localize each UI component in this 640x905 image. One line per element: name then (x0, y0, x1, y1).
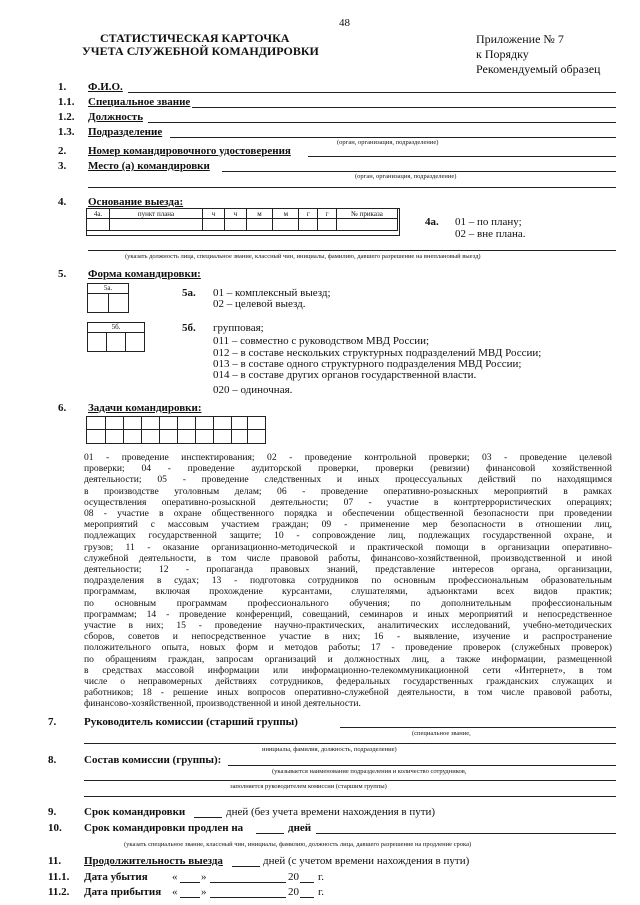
tasks-legend-line: деятельности; 05 - проведение следственных и иных процессуальных действий по находящимся (84, 474, 612, 486)
trip-place-field-2[interactable] (88, 187, 616, 188)
item-number-10: 10. (48, 822, 62, 834)
label-extension: Срок командировки продлен на (84, 822, 244, 834)
tasks-legend-line: в производстве уголовным делам; 06 - проведение оперативно-розыскных мероприятий в рамках (84, 485, 612, 497)
tasks-legend-line: по обращениям граждан, запросам организаций и должностных лиц, а также информации, размещенной (84, 653, 612, 665)
tasks-legend-line: программам; 14 - проведение конференций, совещаний, семинаров и иных мероприятий и непосредственное (84, 608, 612, 620)
trip-duration-text: дней (без учета времени нахождения в пути) (226, 806, 436, 818)
tasks-grid-col-9 (247, 417, 248, 443)
form-5b-option-012: 012 – в составе нескольких структурных подразделений МВД России; (213, 347, 542, 359)
label-commission-members: Состав комиссии (группы): (84, 754, 222, 766)
departure-quote-open: « (172, 871, 178, 883)
departure-quote-close: » (201, 871, 207, 883)
item-number-1: 1. (58, 81, 67, 93)
trip-length-text: дней (с учетом времени нахождения в пути) (263, 855, 470, 867)
fio-field[interactable] (128, 92, 616, 93)
item-number-4: 4. (58, 196, 67, 208)
tasks-grid-row-divider (87, 429, 265, 430)
appendix-block (476, 32, 600, 77)
basis-input-y2[interactable] (318, 219, 337, 231)
item-number-11-2: 11.2. (48, 886, 70, 898)
departure-month-field[interactable] (210, 882, 286, 883)
appendix-line-2: к Порядку (476, 47, 529, 61)
basis-option-1: 01 – по плану; (455, 216, 522, 228)
tasks-grid-col-6 (195, 417, 196, 443)
commission-members-field-2[interactable] (84, 780, 616, 781)
basis-input-code[interactable] (87, 219, 110, 231)
arrival-year-field[interactable] (300, 897, 314, 898)
page-number: 48 (339, 17, 350, 29)
commission-head-field[interactable] (340, 727, 616, 728)
trip-place-caption: (орган, организация, подразделение) (355, 173, 457, 180)
extension-permit-field[interactable] (316, 833, 616, 834)
tasks-grid-col-1 (105, 417, 106, 443)
tasks-grid-col-4 (159, 417, 160, 443)
tasks-legend-line: программам, включая прохождение курсантами, слушателями, адъюнктами всех видов практик; (84, 586, 612, 598)
tasks-legend-line: 08 - участие в охране общественного порядка и обеспечении общественной безопасности при проведении (84, 508, 612, 520)
item-number-1-3: 1.3. (58, 126, 75, 138)
tasks-grid[interactable] (86, 416, 266, 444)
form-5b-title: групповая; (213, 322, 264, 334)
arrival-year-suffix: г. (318, 886, 325, 898)
tasks-legend-line: 01 - проведение инспектирования; 02 - проведение контрольной проверки; 03 - проведение целевой (84, 452, 612, 463)
form-5b-option-020: 020 – одиночная. (213, 384, 293, 396)
title-line-2: УЧЕТА СЛУЖЕБНОЙ КОМАНДИРОВКИ (82, 44, 319, 58)
label-basis: Основание выезда: (88, 196, 184, 208)
tasks-legend-line: участие в них; 15 - проведение научно-практических, аналитических исследований, учебно-методических (84, 620, 612, 632)
position-field[interactable] (148, 122, 616, 123)
item-number-11: 11. (48, 855, 62, 867)
item-number-5: 5. (58, 268, 67, 280)
trip-duration-field[interactable] (194, 817, 222, 818)
tasks-grid-col-7 (213, 417, 214, 443)
tasks-legend-line: мероприятий с массовым участием граждан; 09 - применение мер безопасности в отношении лиц, (84, 519, 612, 531)
basis-input-h2[interactable] (224, 219, 246, 231)
basis-option-2: 02 – вне плана. (455, 228, 526, 240)
basis-cell-code: 4а. (87, 209, 110, 219)
tasks-grid-col-5 (177, 417, 178, 443)
label-trip-tasks: Задачи командировки: (88, 402, 202, 414)
tasks-grid-col-3 (141, 417, 142, 443)
trip-length-field[interactable] (232, 866, 260, 867)
form-5b-code: 5б. (182, 322, 196, 334)
appendix-line-1: Приложение № 7 (476, 32, 564, 46)
label-trip-length: Продолжительность выезда (84, 855, 223, 867)
commission-head-caption-1: (специальное звание, (412, 730, 471, 737)
tasks-legend-line: положительного опыта, новых форм и методов работы; 17 - проведение проверок (служебных проверок) (84, 642, 612, 654)
label-department: Подразделение (88, 126, 163, 138)
extension-days-field[interactable] (256, 833, 284, 834)
tasks-legend-line: работников; 18 - решение иных вопросов оперативно-служебной деятельности, в том числе правовой работы, (84, 687, 612, 699)
tasks-legend-line: подразделения в судах; 13 - подготовка сотрудников по основным профессиональным образовательным (84, 575, 612, 587)
basis-input-plan-item[interactable] (110, 219, 203, 231)
label-commission-head: Руководитель комиссии (старший группы) (84, 716, 298, 728)
tasks-legend-line: в средствах массовой информации или информационно-телекоммуникационной сети «Интернет», в том (84, 664, 612, 676)
form-5b-box-divider-2 (125, 333, 126, 351)
item-number-2: 2. (58, 145, 67, 157)
tasks-legend (84, 452, 612, 710)
form-5b-box[interactable] (87, 322, 145, 352)
basis-cell-order-number[interactable]: № приказа (337, 209, 398, 219)
arrival-quote-open: « (172, 886, 178, 898)
commission-head-field-2[interactable] (84, 743, 616, 744)
basis-permit-field[interactable] (88, 250, 616, 251)
item-number-3: 3. (58, 160, 67, 172)
form-5b-box-label: 5б. (88, 323, 144, 333)
basis-input-m1[interactable] (246, 219, 272, 231)
commission-members-field[interactable] (228, 765, 616, 766)
item-number-7: 7. (48, 716, 57, 728)
label-position: Должность (88, 111, 144, 123)
arrival-day-field[interactable] (180, 897, 200, 898)
label-departure-date: Дата убытия (84, 871, 148, 883)
label-certificate-number: Номер командировочного удостоверения (88, 145, 291, 157)
form-5a-box[interactable] (87, 283, 129, 313)
basis-caption: (указать должность лица, специальное звание, классный чин, инициалы, фамилию, давшего разрешение на внеплановый выезд) (125, 253, 481, 260)
departure-day-field[interactable] (180, 882, 200, 883)
label-trip-place: Место (а) командировки (88, 160, 210, 172)
rank-field[interactable] (192, 107, 616, 108)
tasks-legend-line: проверки; 04 - проведение аудиторской проверки, проверки (ревизии) финансовой хозяйственной (84, 463, 612, 475)
item-number-1-1: 1.1. (58, 96, 75, 108)
basis-grid (86, 208, 398, 231)
basis-input-y1[interactable] (299, 219, 318, 231)
form-5a-option-2: 02 – целевой выезд. (213, 298, 306, 310)
departure-year-suffix: г. (318, 871, 325, 883)
page-title (82, 32, 319, 58)
basis-cell-y1[interactable]: г (299, 209, 318, 219)
basis-code: 4а. (425, 216, 439, 228)
certificate-number-field[interactable] (308, 156, 616, 157)
commission-head-caption-2: инициалы, фамилия, должность, подразделение) (262, 746, 397, 753)
item-number-6: 6. (58, 402, 67, 414)
department-caption: (орган, организация, подразделение) (337, 139, 439, 146)
form-5b-option-013: 013 – в составе одного структурного подразделения МВД России; (213, 358, 522, 370)
basis-cell-plan-item[interactable]: пункт плана (110, 209, 203, 219)
trip-place-field[interactable] (222, 171, 616, 172)
extension-caption: (указать специальное звание, классный чин, инициалы, фамилию, должность лица, давшего разрешение на продление срока) (124, 841, 472, 848)
tasks-legend-line: грузов; 11 - оказание организационно-методической и практической помощи в организации оперативно- (84, 541, 612, 553)
form-5b-option-011: 011 – совместно с руководством МВД России; (213, 335, 430, 347)
label-arrival-date: Дата прибытия (84, 886, 162, 898)
department-field[interactable] (170, 137, 616, 138)
arrival-year-prefix: 20 (288, 886, 299, 898)
form-5b-box-divider-1 (106, 333, 107, 351)
tasks-legend-line: сборов, советов и непосредственное участие в них; 16 - выявление, изучение и распространение (84, 631, 612, 643)
tasks-legend-line: осуществления оперативно-розыскной деятельности; 07 - участие в контртеррористических операциях; (84, 496, 612, 508)
tasks-legend-line: служебной деятельности, в том числе правовой работы, финансово-хозяйственной, производственной и иной (84, 552, 612, 564)
form-5a-option-1: 01 – комплексный выезд; (213, 287, 331, 299)
commission-members-caption-1: (указывается наименование подразделения и количество сотрудников, (272, 768, 467, 775)
label-rank: Специальное звание (88, 96, 191, 108)
arrival-month-field[interactable] (210, 897, 286, 898)
label-trip-form: Форма командировки: (88, 268, 201, 280)
tasks-legend-line: подлежащих государственной защите; 10 - сопровождение лиц, подлежащих государственной охране, и (84, 530, 612, 542)
basis-input-order-number[interactable] (337, 219, 398, 231)
tasks-legend-line: числе о неправомерных действиях сотрудников, федеральных государственных гражданских служащих и (84, 676, 612, 688)
item-number-9: 9. (48, 806, 57, 818)
extension-days-text: дней (288, 822, 312, 834)
basis-cell-m1[interactable]: м (246, 209, 272, 219)
item-number-1-2: 1.2. (58, 111, 75, 123)
form-5b-option-014: 014 – в составе других органов государственной власти. (213, 369, 477, 381)
basis-cell-m2[interactable]: м (273, 209, 299, 219)
label-trip-duration: Срок командировки (84, 806, 186, 818)
item-number-8: 8. (48, 754, 57, 766)
tasks-legend-line: по основным программам профессионального обучения; по дополнительным профессиональным (84, 597, 612, 609)
title-line-1: СТАТИСТИЧЕСКАЯ КАРТОЧКА (100, 31, 290, 45)
tasks-grid-col-2 (123, 417, 124, 443)
item-number-11-1: 11.1. (48, 871, 70, 883)
form-5a-code: 5а. (182, 287, 196, 299)
tasks-grid-col-8 (231, 417, 232, 443)
basis-input-h1[interactable] (203, 219, 225, 231)
basis-cell-y2[interactable]: г (318, 209, 337, 219)
arrival-quote-close: » (201, 886, 207, 898)
basis-input-m2[interactable] (273, 219, 299, 231)
departure-year-field[interactable] (300, 882, 314, 883)
basis-cell-h1[interactable]: ч (203, 209, 225, 219)
commission-members-field-3[interactable] (84, 796, 616, 797)
form-5a-box-label: 5а. (88, 284, 128, 294)
appendix-line-3: Рекомендуемый образец (476, 62, 601, 76)
departure-year-prefix: 20 (288, 871, 299, 883)
tasks-legend-line: финансово-хозяйственной, производственной и иной деятельности. (84, 698, 361, 710)
commission-members-caption-2: заполняется руководителем комиссии (старшим группы) (230, 783, 387, 790)
basis-cell-h2[interactable]: ч (224, 209, 246, 219)
label-fio: Ф.И.О. (88, 81, 123, 93)
form-5a-box-divider (108, 294, 109, 312)
tasks-legend-line: деятельности; 12 - пропаганда правовых знаний, представление интересов органа, организации, (84, 564, 612, 576)
